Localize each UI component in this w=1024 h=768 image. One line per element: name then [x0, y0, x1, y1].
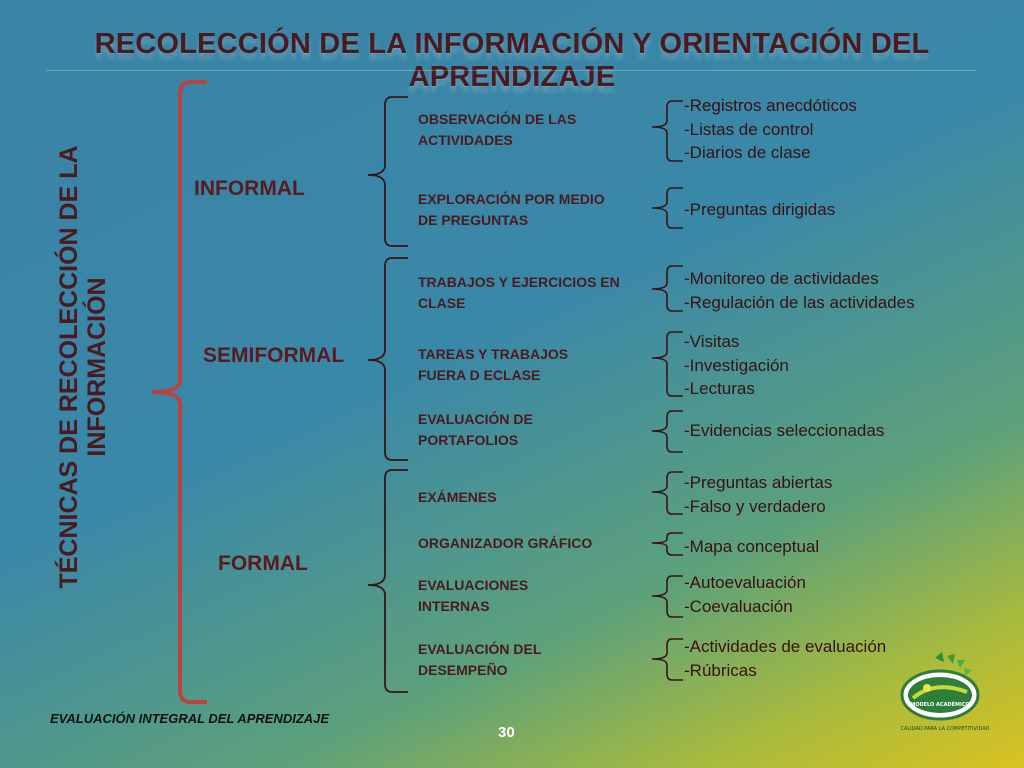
instr-bracket-3 — [652, 266, 683, 311]
instruments-evaluaciones-internas: -Autoevaluación -Coevaluación — [684, 573, 806, 616]
modelo-academico-logo — [895, 650, 995, 738]
instruments-organizador: -Mapa conceptual — [684, 537, 820, 556]
technique-examenes: EXÁMENES — [418, 489, 497, 505]
instr-bracket-7 — [652, 533, 683, 555]
formal-bracket — [368, 470, 408, 692]
instr-bracket-5 — [652, 411, 683, 452]
instr-bracket-2 — [652, 188, 683, 228]
instruments-examenes: -Preguntas abiertas -Falso y verdadero — [684, 473, 833, 516]
footer-text: EVALUACIÓN INTEGRAL DEL APRENDIZAJE — [50, 711, 330, 726]
technique-trabajos-clase: TRABAJOS Y EJERCICIOS EN CLASE — [418, 274, 620, 311]
instr-bracket-4 — [652, 332, 683, 396]
svg-text:CALIDAD PARA LA COMPETITIVIDAD: CALIDAD PARA LA COMPETITIVIDAD — [900, 726, 990, 732]
technique-exploracion: EXPLORACIÓN POR MEDIO DE PREGUNTAS — [418, 191, 605, 228]
category-formal: FORMAL — [218, 552, 308, 575]
instruments-desempeno: -Actividades de evaluación -Rúbricas — [684, 637, 887, 680]
technique-organizador: ORGANIZADOR GRÁFICO — [418, 535, 593, 551]
instr-bracket-9 — [652, 639, 683, 680]
informal-bracket — [368, 97, 408, 246]
instruments-exploracion: -Preguntas dirigidas — [684, 200, 836, 219]
technique-observacion: OBSERVACIÓN DE LAS ACTIVIDADES — [418, 111, 577, 148]
instr-bracket-6 — [652, 472, 683, 514]
semiformal-bracket — [368, 258, 408, 460]
technique-desempeno: EVALUACIÓN DEL DESEMPEÑO — [418, 641, 542, 678]
vertical-title: TÉCNICAS DE RECOLECCIÓN DE LA INFORMACIÓN — [55, 145, 111, 589]
technique-portafolios: EVALUACIÓN DE PORTAFOLIOS — [418, 411, 533, 448]
slide-title: RECOLECCIÓN DE LA INFORMACIÓN Y ORIENTACIÓN DEL APRENDIZAJE — [94, 28, 930, 93]
instr-bracket-8 — [652, 576, 683, 617]
instr-bracket-1 — [652, 101, 683, 161]
instruments-tareas-fuera: -Visitas -Investigación -Lecturas — [684, 332, 789, 398]
instruments-portafolios: -Evidencias seleccionadas — [684, 421, 885, 440]
instruments-observacion: -Registros anecdóticos -Listas de control -Diarios de clase — [684, 96, 857, 162]
instruments-trabajos-clase: -Monitoreo de actividades -Regulación de las actividades — [684, 269, 915, 312]
page-number: 30 — [498, 724, 515, 741]
technique-evaluaciones-internas: EVALUACIONES INTERNAS — [418, 577, 529, 614]
category-semiformal: SEMIFORMAL — [203, 344, 345, 367]
category-informal: INFORMAL — [194, 177, 305, 200]
technique-tareas-fuera: TAREAS Y TRABAJOS FUERA D ECLASE — [418, 346, 569, 383]
main-bracket — [152, 82, 207, 702]
svg-text:MODELO ACADÉMICO: MODELO ACADÉMICO — [910, 702, 970, 708]
